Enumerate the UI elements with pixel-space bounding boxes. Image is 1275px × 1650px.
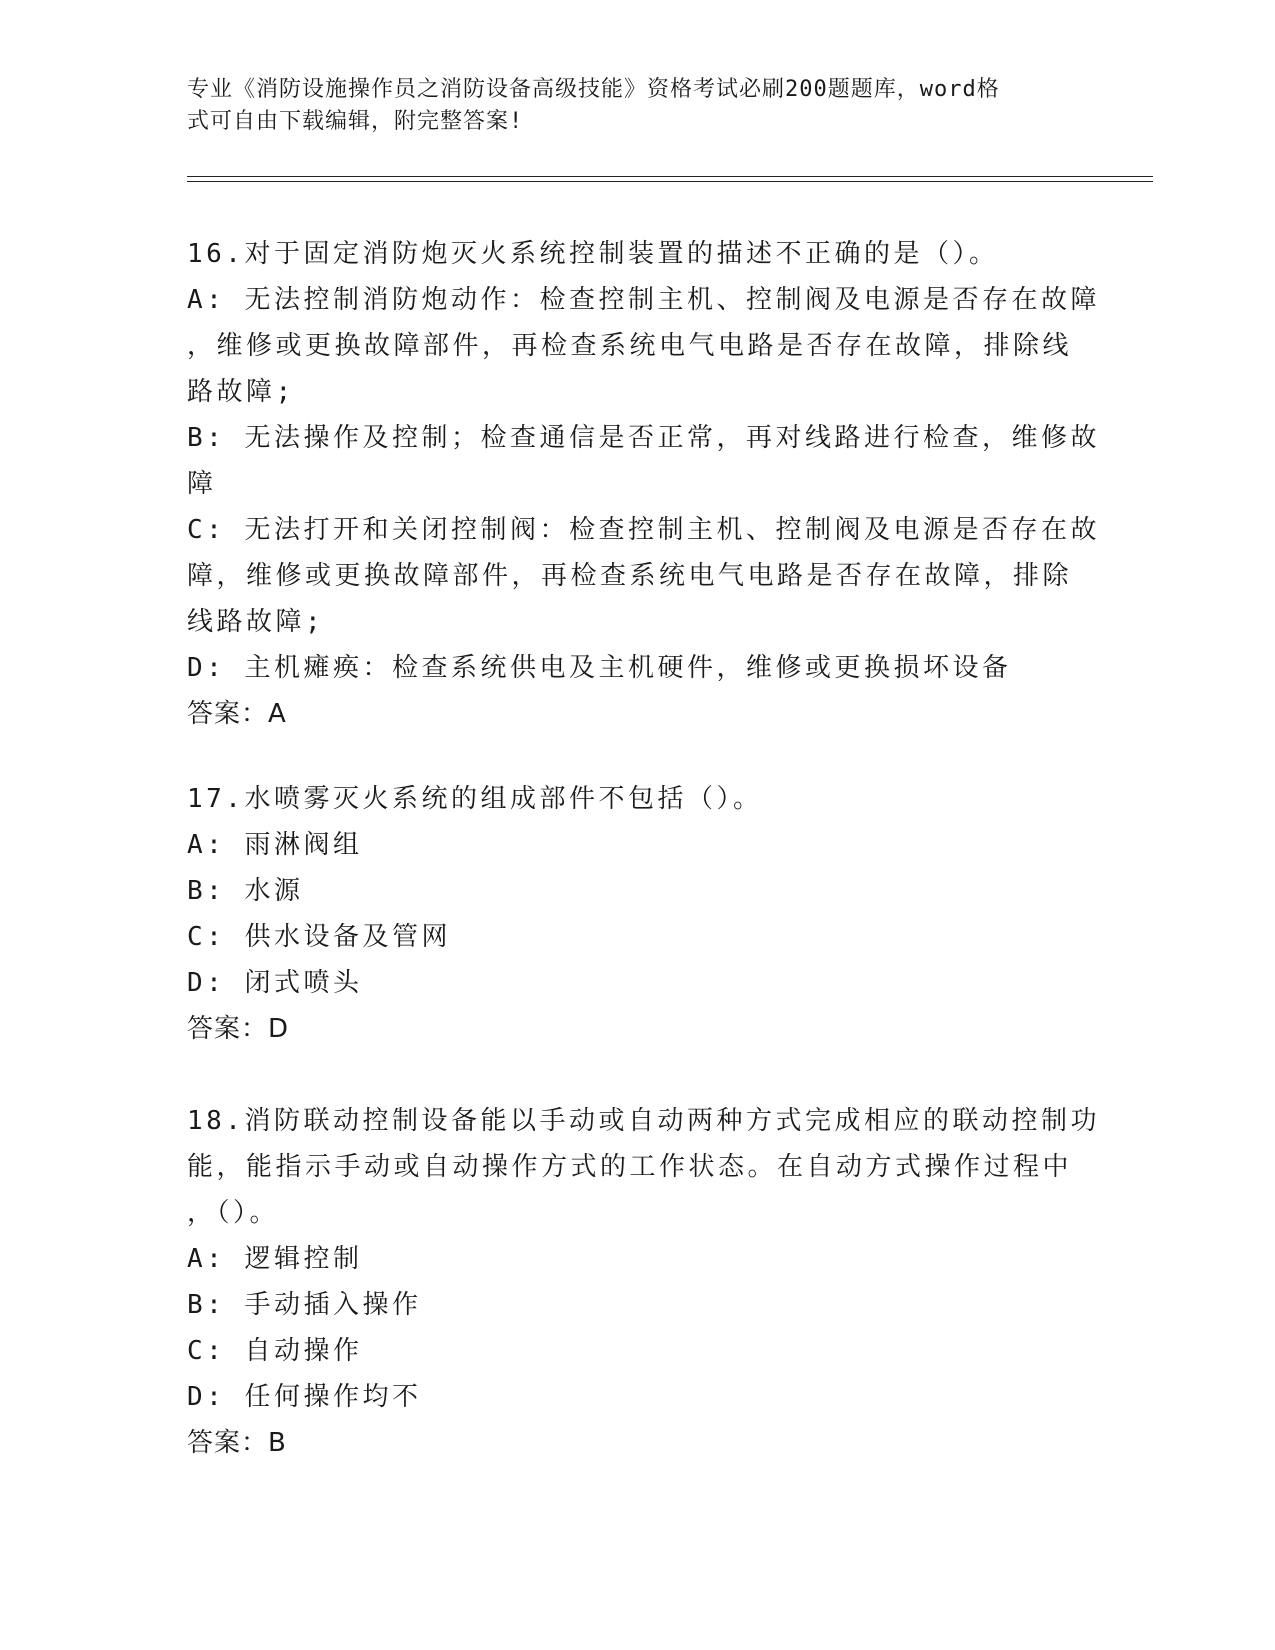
option-line: C: 无法打开和关闭控制阀：检查控制主机、控制阀及电源是否存在故 <box>187 515 1100 545</box>
option-line: D: 主机瘫痪：检查系统供电及主机硬件，维修或更换损坏设备 <box>187 653 1012 683</box>
option-line: ，维修或更换故障部件，再检查系统电气电路是否存在故障，排除线 <box>187 331 1073 361</box>
option-line: D: 闭式喷头 <box>187 968 363 998</box>
option-line: B: 无法操作及控制；检查通信是否正常，再对线路进行检查，维修故 <box>187 423 1100 453</box>
option-line: A: 雨淋阀组 <box>187 830 363 860</box>
question-stem: ，（）。 <box>187 1198 280 1228</box>
answer-line: 答案：A <box>187 699 287 729</box>
header-line: 专业《消防设施操作员之消防设备高级技能》资格考试必刷200题题库，word格 <box>187 77 1000 102</box>
document-header <box>187 74 1067 138</box>
question-block <box>187 231 1100 737</box>
option-line: 线路故障; <box>187 607 325 637</box>
header-line: 式可自由下载编辑，附完整答案! <box>187 109 524 134</box>
answer-line: 答案：B <box>187 1428 287 1458</box>
option-line: 路故障; <box>187 377 295 407</box>
option-line: C: 自动操作 <box>187 1336 363 1366</box>
question-stem: 17.水喷雾灭火系统的组成部件不包括（）。 <box>187 784 763 814</box>
option-line: C: 供水设备及管网 <box>187 922 451 952</box>
question-block <box>187 776 1077 1052</box>
question-stem: 18.消防联动控制设备能以手动或自动两种方式完成相应的联动控制功 <box>187 1106 1100 1136</box>
header-divider <box>187 176 1153 177</box>
header-divider <box>187 181 1153 182</box>
option-line: B: 水源 <box>187 876 304 906</box>
question-stem: 能，能指示手动或自动操作方式的工作状态。在自动方式操作过程中 <box>187 1152 1073 1182</box>
option-line: D: 任何操作均不 <box>187 1382 422 1412</box>
option-line: 障 <box>187 469 217 499</box>
option-line: 障，维修或更换故障部件，再检查系统电气电路是否存在故障，排除 <box>187 561 1073 591</box>
option-line: B: 手动插入操作 <box>187 1290 422 1320</box>
option-line: A: 无法控制消防炮动作：检查控制主机、控制阀及电源是否存在故障 <box>187 285 1100 315</box>
question-stem: 16.对于固定消防炮灭火系统控制装置的描述不正确的是（）。 <box>187 239 999 269</box>
answer-line: 答案：D <box>187 1014 290 1044</box>
option-line: A: 逻辑控制 <box>187 1244 363 1274</box>
question-block <box>187 1098 1100 1466</box>
